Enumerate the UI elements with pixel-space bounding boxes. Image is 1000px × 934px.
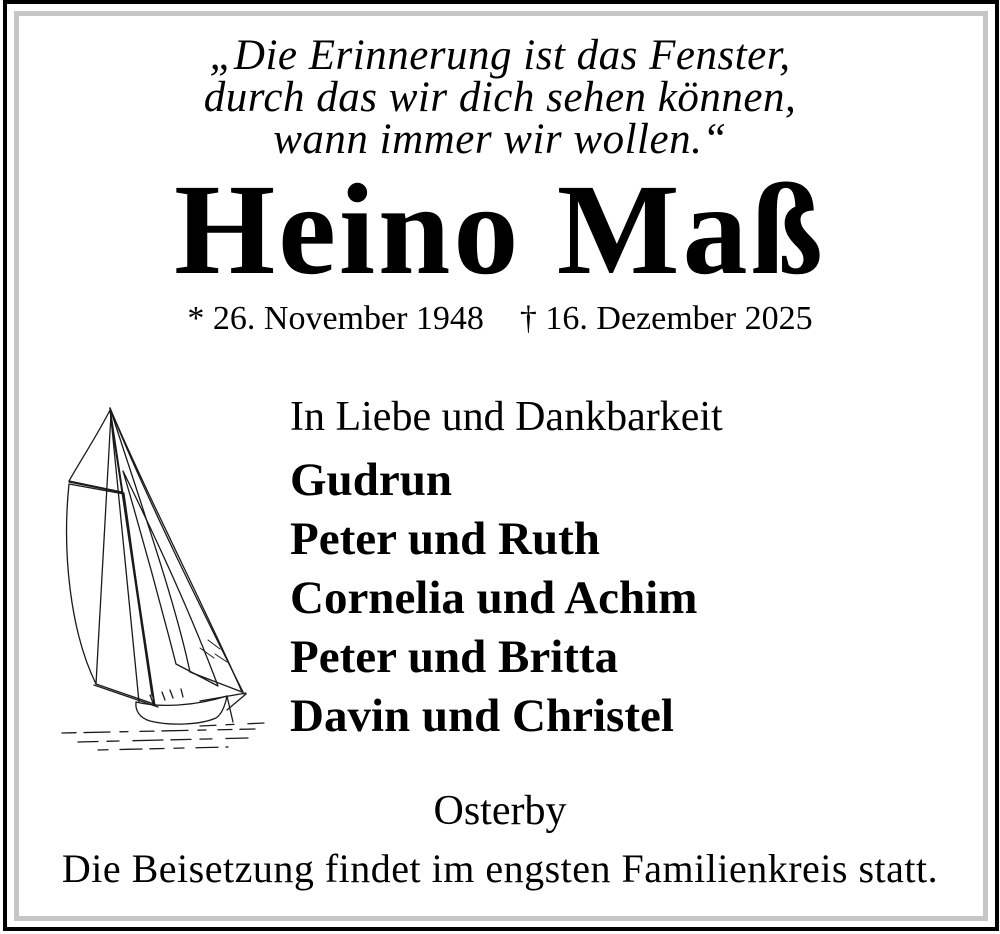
mourner-name: Peter und Britta bbox=[290, 631, 619, 683]
birth-date: * 26. November 1948 bbox=[187, 300, 484, 337]
quote-line-2: durch das wir dich sehen können, bbox=[203, 74, 797, 121]
sailboat-illustration bbox=[50, 396, 270, 756]
deceased-name: Heino Maß bbox=[174, 158, 826, 302]
mourners-list bbox=[290, 451, 697, 746]
mourner-name: Davin und Christel bbox=[290, 690, 674, 742]
death-date: † 16. Dezember 2025 bbox=[519, 300, 813, 337]
mourner-name: Gudrun bbox=[290, 454, 452, 506]
closing-line: Die Beisetzung findet im engsten Familienkreis statt. bbox=[61, 846, 939, 891]
place-name: Osterby bbox=[433, 788, 567, 834]
sailboat-line-drawing bbox=[62, 408, 264, 750]
quote-line-1: „Die Erinnerung ist das Fenster, bbox=[209, 32, 791, 79]
mourner-name: Peter und Ruth bbox=[290, 513, 600, 565]
quote-line-3: wann immer wir wollen.“ bbox=[273, 116, 727, 163]
memorial-quote bbox=[0, 32, 1000, 163]
life-dates bbox=[0, 302, 1000, 336]
tribute-line: In Liebe und Dankbarkeit bbox=[290, 394, 723, 440]
mourner-name: Cornelia und Achim bbox=[290, 572, 698, 624]
